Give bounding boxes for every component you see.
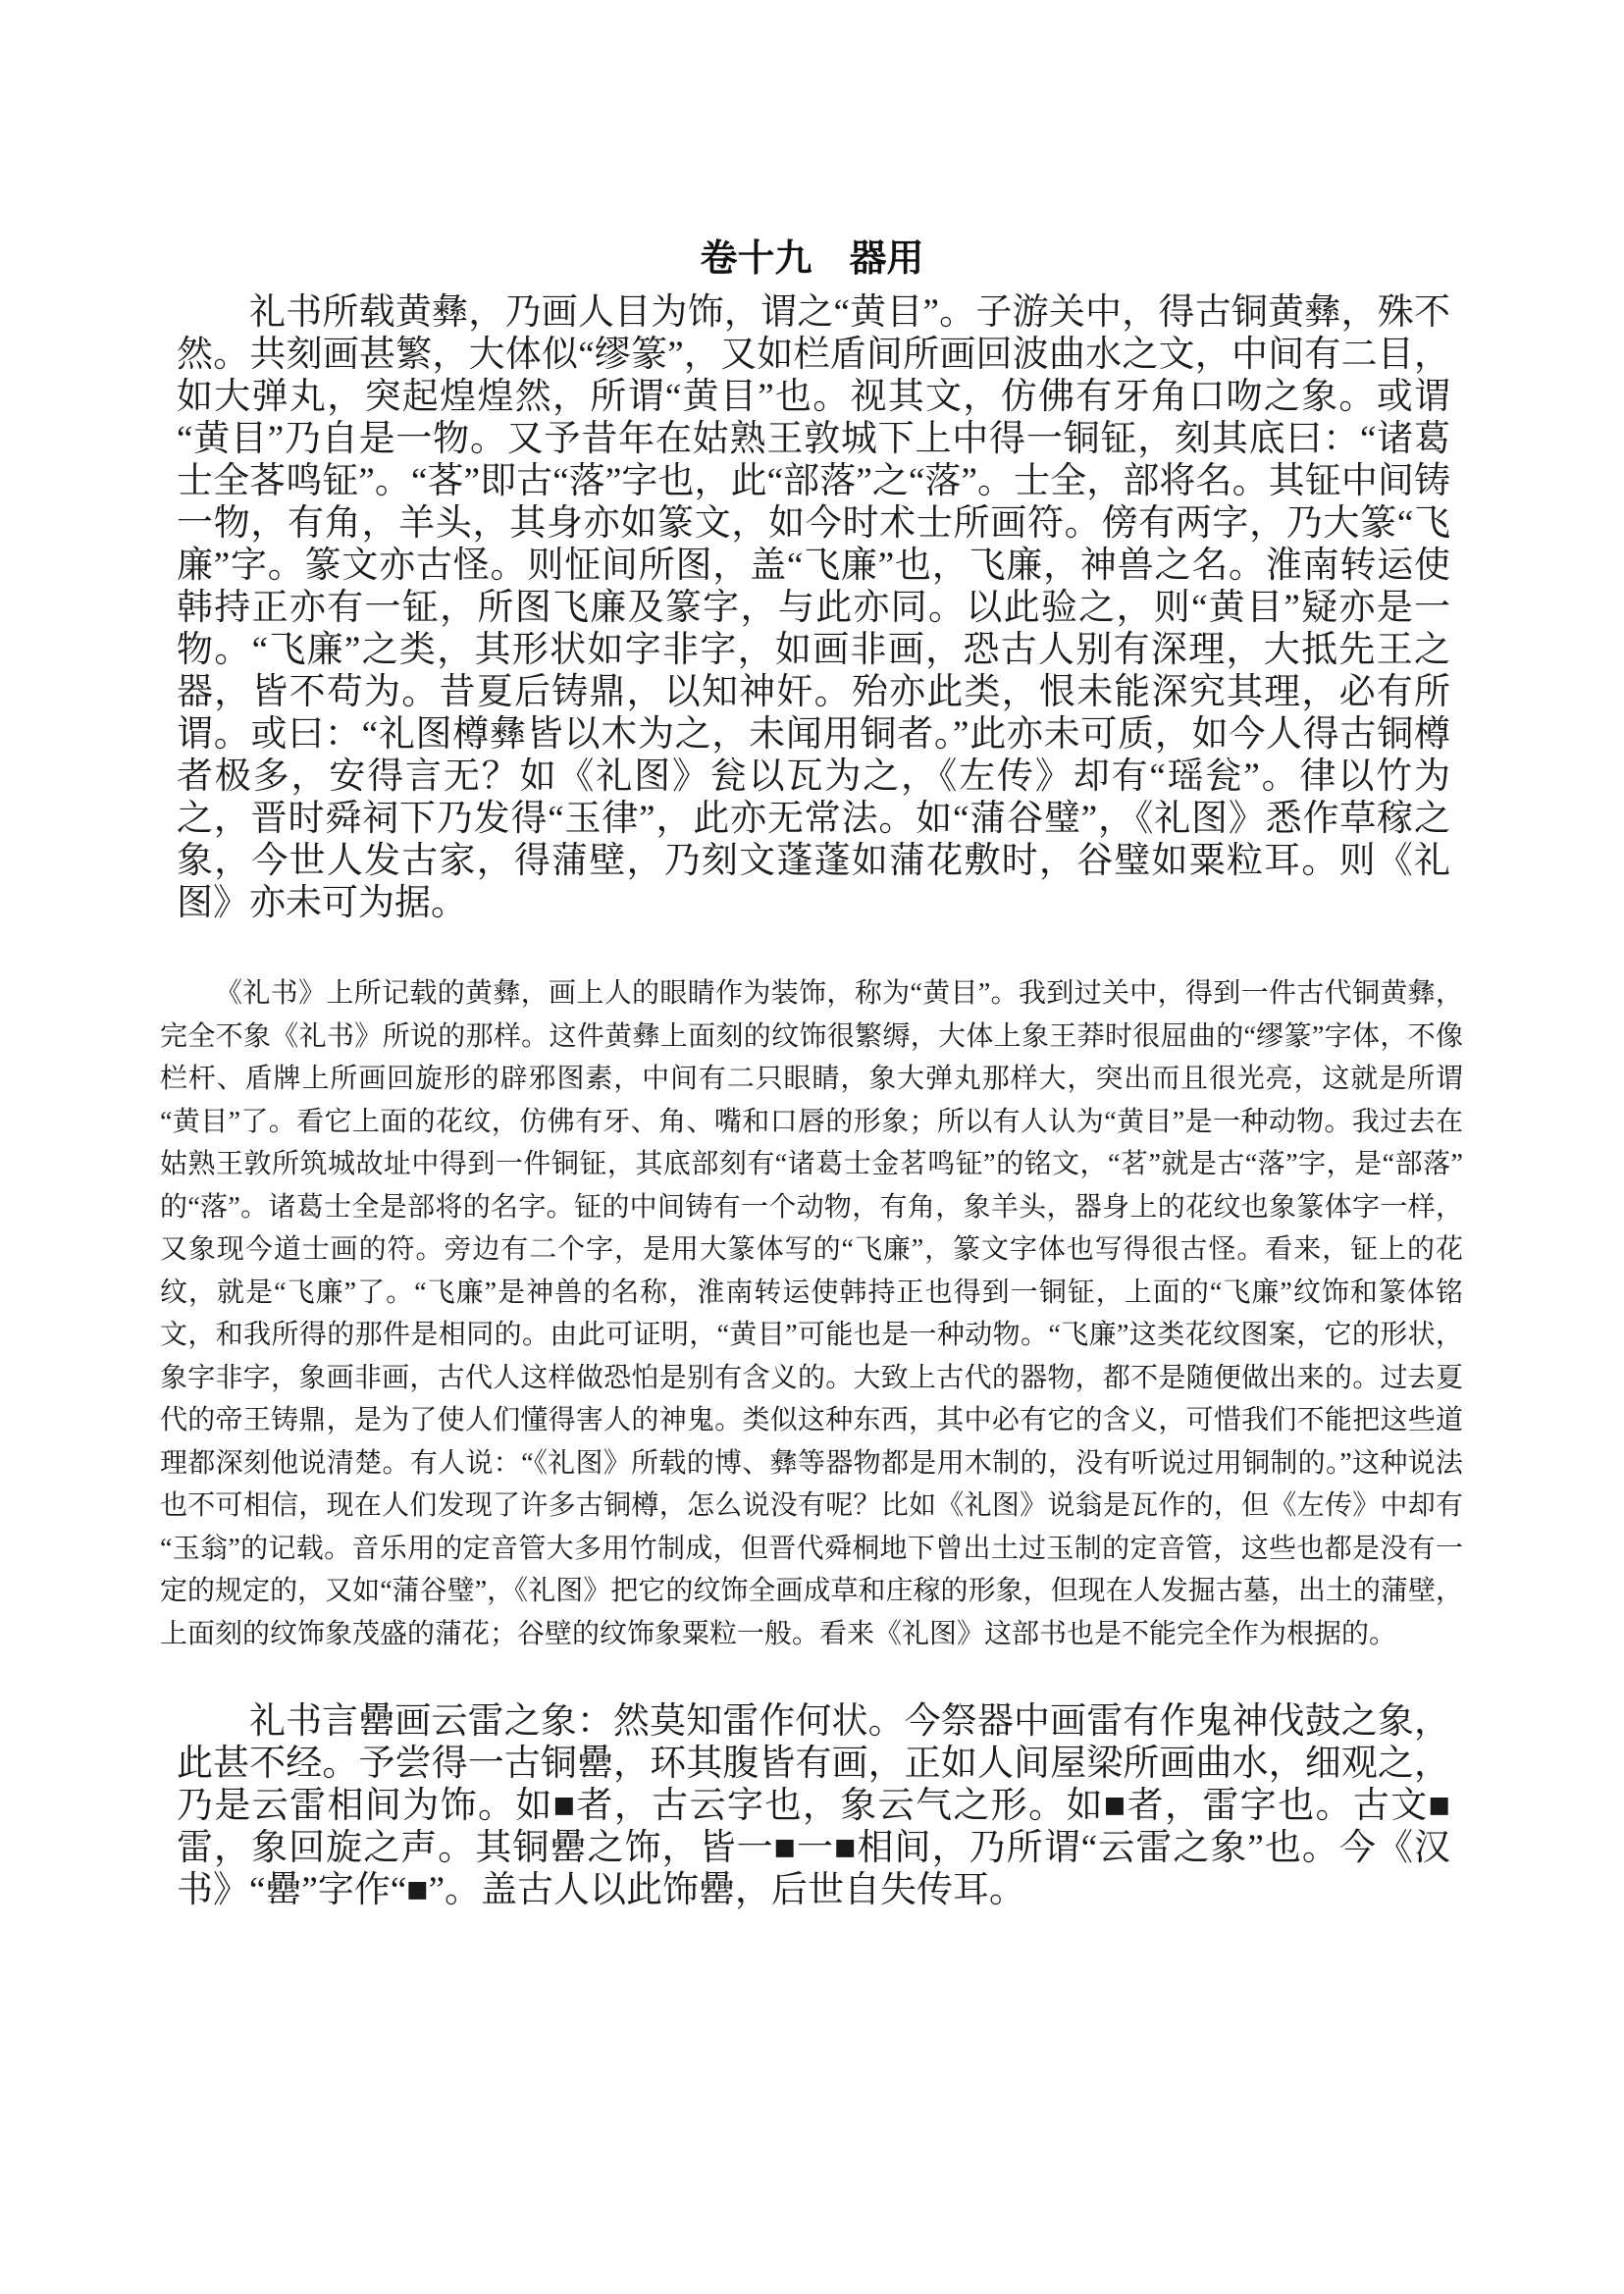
translation-paragraph: 《礼书》上所记载的黄彝，画上人的眼睛作为装饰，称为“黄目”。我到过关中，得到一件古代铜黄彝，完全不象《礼书》所说的那样。这件黄彝上面刻的纹饰很繁缛，大体上象王莽时很屈曲的“缪篆”字体，不像栏杆、盾牌上所画回旋形的辟邪图素，中间有二只眼睛，象大弹丸那样大，突出而且很光亮，这就是所谓“黄目”了。看它上面的花纹，仿佛有牙、角、嘴和口唇的形象；所以有人认为“黄目”是一种动物。我过去在姑熟王敦所筑城故址中得到一件铜钲，其底部刻有“诸葛士金茗鸣钲”的铭文，“茗”就是古“落”字，是“部落”的“落”。诸葛士全是部将的名字。钲的中间铸有一个动物，有角，象羊头，器身上的花纹也象篆体字一样，又象现今道士画的符。旁边有二个字，是用大篆体写的“飞廉”，篆文字体也写得很古怪。看来，钲上的花纹，就是“飞廉”了。“飞廉”是神兽的名称，淮南转运使韩持正也得到一铜钲，上面的“飞廉”纹饰和篆体铭文，和我所得的那件是相同的。由此可证明，“黄目”可能也是一种动物。“飞廉”这类花纹图案，它的形状，象字非字，象画非画，古代人这样做恐怕是别有含义的。大致上古代的器物，都不是随便做出来的。过去夏代的帝王铸鼎，是为了使人们懂得害人的神鬼。类似这种东西，其中必有它的含义，可惜我们不能把这些道理都深刻他说清楚。有人说：“《礼图》所载的博、彝等器物都是用木制的，没有听说过用铜制的。”这种说法也不可相信，现在人们发现了许多古铜樽，怎么说没有呢？比如《礼图》说翁是瓦作的，但《左传》中却有“玉翁”的记载。音乐用的定音管大多用竹制成，但晋代舜桐地下曾出土过玉制的定音管，这些也都是没有一定的规定的，又如“蒲谷璧”，《礼图》把它的纹饰全画成草和庄稼的形象，但现在人发掘古墓，出土的蒲壁，上面刻的纹饰象茂盛的蒲花；谷壁的纹饰象粟粒一般。看来《礼图》这部书也是不能完全作为根据的。 <box>160 978 1463 1649</box>
chapter-title: 卷十九 器用 <box>700 238 924 280</box>
original-text-paragraph-2: 礼书言罍画云雷之象：然莫知雷作何状。今祭器中画雷有作鬼神伐鼓之象，此甚不经。予尝得一古铜罍，环其腹皆有画，正如人间屋梁所画曲水，细观之，乃是云雷相间为饰。如■者，古云字也，象云气之形。如■者，雷字也。古文■雷，象回旋之声。其铜罍之饰，皆一■一■相间，乃所谓“云雷之象”也。今《汉书》“罍”字作“■”。盖古人以此饰罍，后世自失传耳。 <box>177 1701 1450 1910</box>
original-text-paragraph-1: 礼书所载黄彝，乃画人目为饰，谓之“黄目”。子游关中，得古铜黄彝，殊不然。共刻画甚繁，大体似“缪篆”，又如栏盾间所画回波曲水之文，中间有二目，如大弹丸，突起煌煌然，所谓“黄目”也。视其文，仿佛有牙角口吻之象。或谓“黄目”乃自是一物。又予昔年在姑熟王敦城下上中得一铜钲，刻其底曰：“诸葛士全茖鸣钲”。“茖”即古“落”字也，此“部落”之“落”。士全，部将名。其钲中间铸一物，有角，羊头，其身亦如篆文，如今时术士所画符。傍有两字，乃大篆“飞廉”字。篆文亦古怪。则怔间所图，盖“飞廉”也，飞廉，神兽之名。淮南转运使韩持正亦有一钲，所图飞廉及篆字，与此亦同。以此验之，则“黄目”疑亦是一物。“飞廉”之类，其形状如字非字，如画非画，恐古人别有深理，大抵先王之器，皆不苟为。昔夏后铸鼎，以知神奸。殆亦此类，恨未能深究其理，必有所谓。或曰：“礼图樽彝皆以木为之，未闻用铜者。”此亦未可质，如今人得古铜樽者极多，安得言无？如《礼图》瓮以瓦为之，《左传》却有“瑶瓮”。律以竹为之，晋时舜祠下乃发得“玉律”，此亦无常法。如“蒲谷璧”，《礼图》悉作草稼之象，今世人发古家，得蒲壁，乃刻文蓬蓬如蒲花敷时，谷璧如粟粒耳。则《礼图》亦未可为据。 <box>177 292 1450 923</box>
